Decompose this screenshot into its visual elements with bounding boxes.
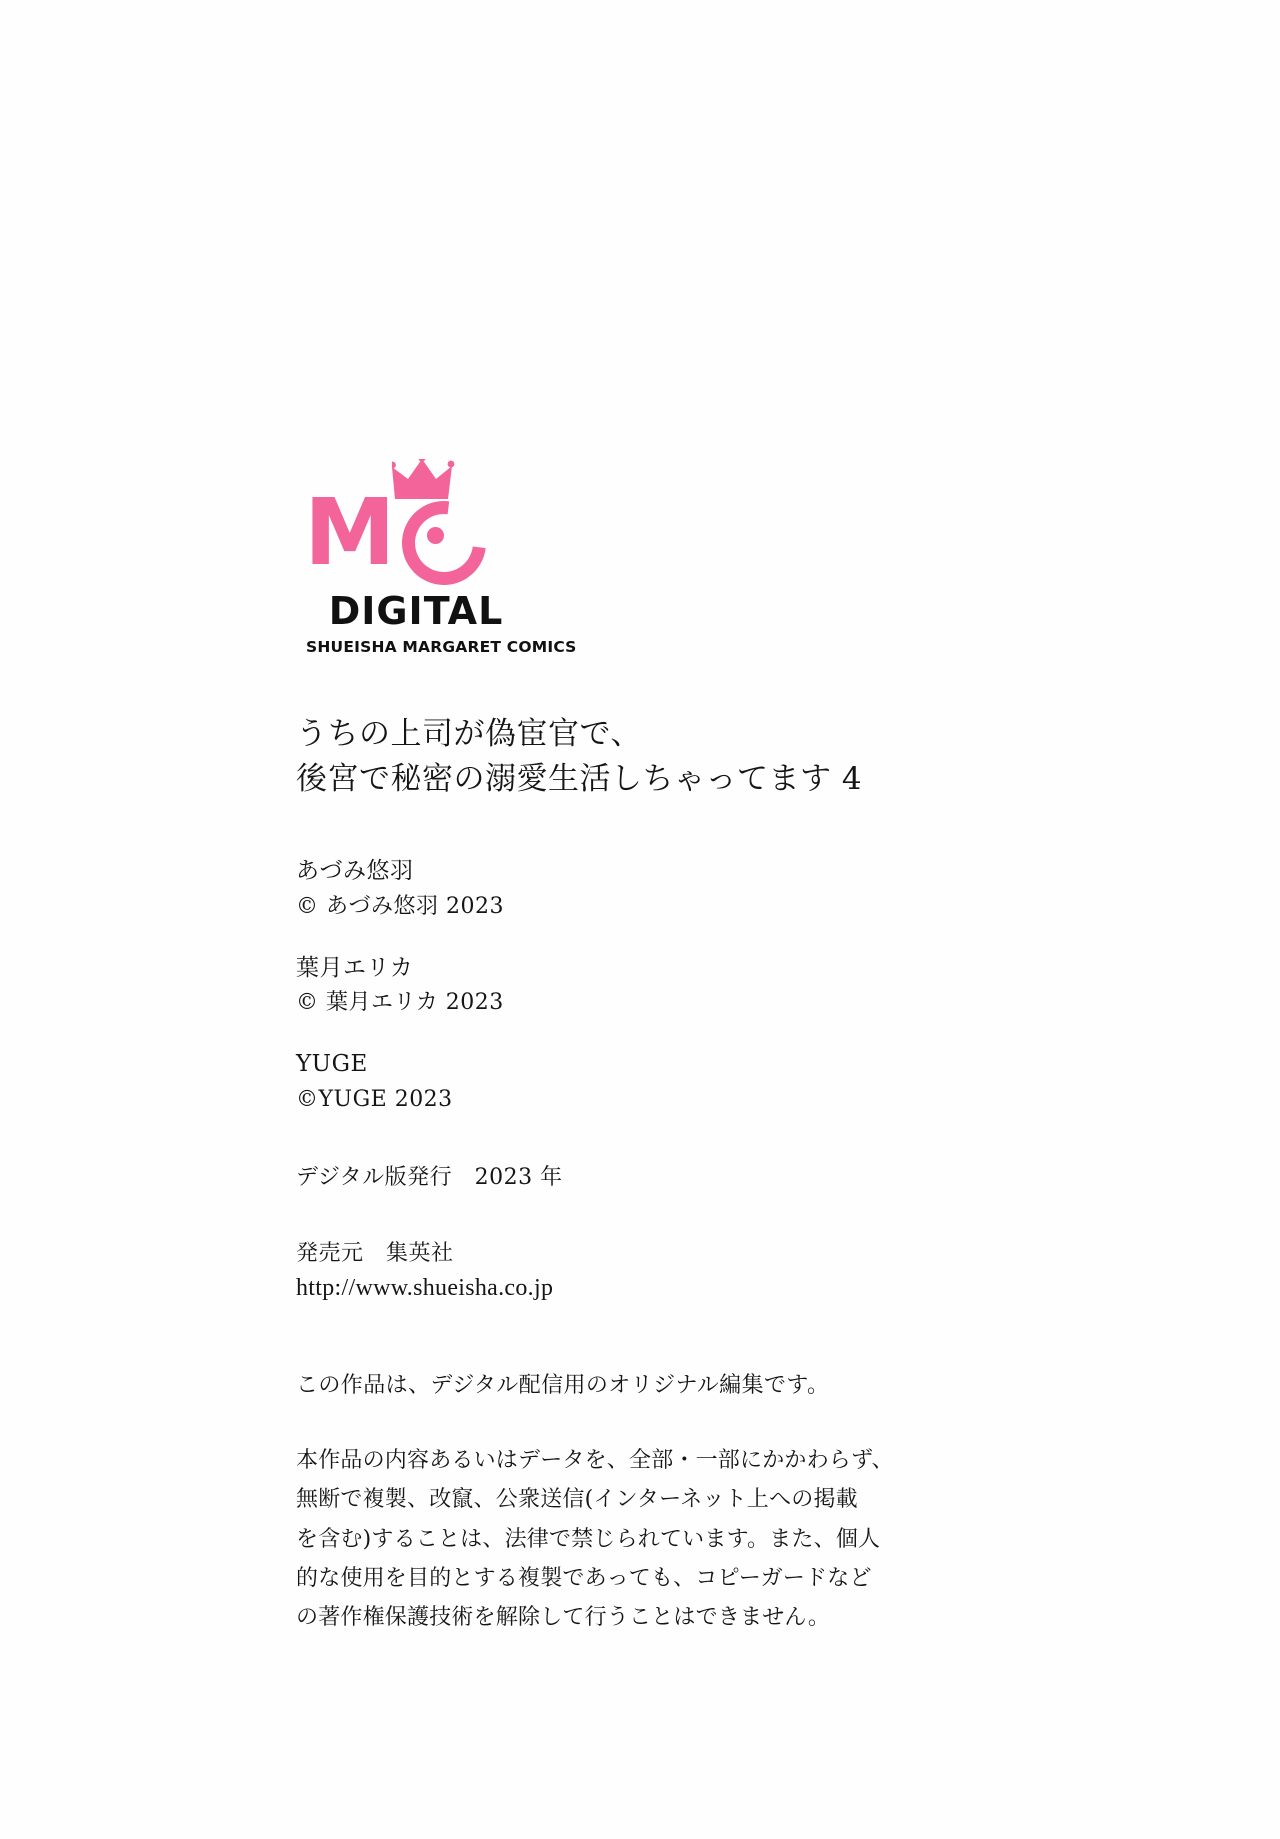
publisher-url[interactable]: http://www.shueisha.co.jp [296,1275,554,1302]
credit-entry [296,854,1016,924]
publisher-name: 発売元 集英社 [296,1241,454,1267]
mc-logo-mark [304,465,494,585]
credit-copyright: © あづみ悠羽 2023 [296,893,504,919]
book-title [296,712,1016,802]
logo-digital-label: DIGITAL [328,589,504,633]
crown-icon [392,459,468,501]
credit-name: あづみ悠羽 [296,857,414,884]
legal-notice-line: 的な使用を目的とする複製であっても、コピーガードなど [296,1565,872,1591]
edition-note: この作品は、デジタル配信用のオリジナル編集です。 [296,1373,830,1399]
digital-release-date: デジタル版発行 2023 年 [296,1165,563,1191]
credit-entry [296,951,1016,1021]
legal-notice-line: 無断で複製、改竄、公衆送信(インターネット上への掲載 [296,1487,858,1513]
legal-notice-line: の著作権保護技術を解除して行うことはできません。 [296,1604,831,1630]
credit-copyright: ©YUGE 2023 [296,1086,453,1112]
credit-name: 葉月エリカ [296,954,414,981]
mc-logo-letter-m: M [304,479,394,586]
credit-entry [296,1047,1016,1117]
book-title-line-1: うちの上司が偽宦官で、 [296,716,642,752]
colophon-content [296,712,1016,1637]
book-title-line-2: 後宮で秘密の溺愛生活しちゃってます 4 [296,760,863,797]
credit-copyright: © 葉月エリカ 2023 [296,990,504,1016]
legal-notice-line: 本作品の内容あるいはデータを、全部・一部にかかわらず、 [296,1448,894,1474]
logo-imprint-label: SHUEISHA MARGARET COMICS [306,638,577,656]
mc-logo-letter-c [402,501,474,573]
credit-name: YUGE [296,1051,368,1078]
legal-notice [296,1441,996,1637]
publisher-logo [296,465,577,656]
legal-notice-line: を含む)することは、法律で禁じられています。また、個人 [296,1526,881,1552]
